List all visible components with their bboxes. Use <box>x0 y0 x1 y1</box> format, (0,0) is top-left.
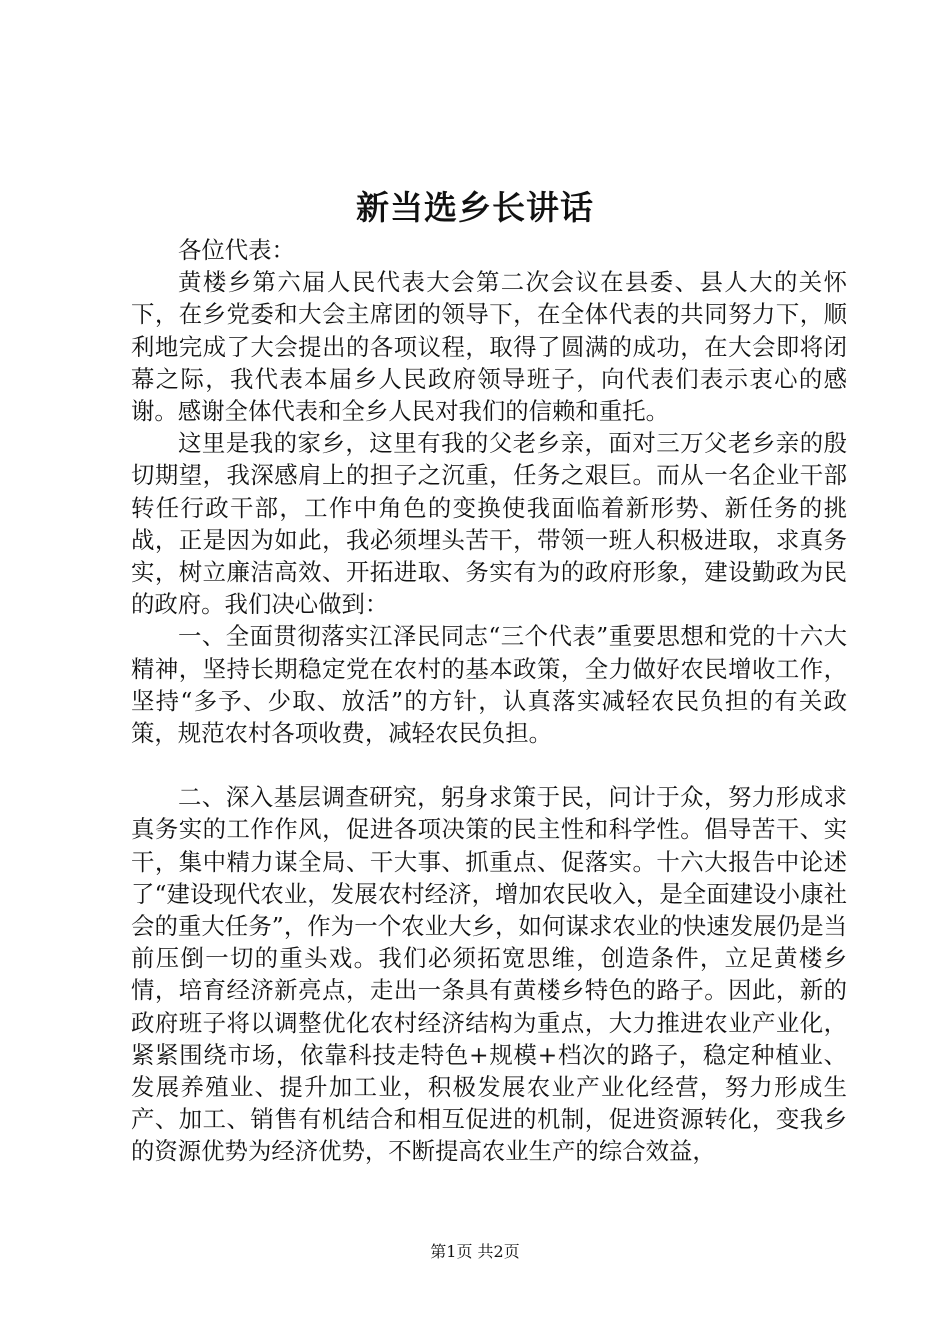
salutation: 各位代表： <box>178 236 295 264</box>
page-footer: 第1页 共2页 <box>430 1242 520 1261</box>
paragraph-1: 黄楼乡第六届人民代表大会第二次会议在县委、县人大的关怀下，在乡党委和大会主席团的领导下，在全体代表的共同努力下，顺利地完成了大会提出的各项议程，取得了圆满的成功，在大会即将闭幕之际，我代表本届乡人民政府领导班子，向代表们表示衷心的感谢。感谢全体代表和全乡人民对我们的信赖和重托。 <box>131 268 847 426</box>
paragraph-4: 二、深入基层调查研究，躬身求策于民，问计于众，努力形成求真务实的工作作风，促进各项决策的民主性和科学性。倡导苦干、实干，集中精力谋全局、干大事、抓重点、促落实。十六大报告中论述了“建设现代农业，发展农村经济，增加农民收入，是全面建设小康社会的重大任务”，作为一个农业大乡，如何谋求农业的快速发展仍是当前压倒一切的重头戏。我们必须拓宽思维，创造条件，立足黄楼乡情，培育经济新亮点，走出一条具有黄楼乡特色的路子。因此，新的政府班子将以调整优化农村经济结构为重点，大力推进农业产业化，紧紧围绕市场，依靠科技走特色+规模+档次的路子，稳定种植业、发展养殖业、提升加工业，积极发展农业产业化经营，努力形成生产、加工、销售有机结合和相互促进的机制，促进资源转化，变我乡的资源优势为经济优势，不断提高农业生产的综合效益， <box>131 783 847 1166</box>
paragraph-3: 一、全面贯彻落实江泽民同志“三个代表”重要思想和党的十六大精神，坚持长期稳定党在农村的基本政策，全力做好农民增收工作，坚持“多予、少取、放活”的方针，认真落实减轻农民负担的有关政策，规范农村各项收费，减轻农民负担。 <box>131 622 847 748</box>
paragraph-2: 这里是我的家乡，这里有我的父老乡亲，面对三万父老乡亲的殷切期望，我深感肩上的担子之沉重，任务之艰巨。而从一名企业干部转任行政干部，工作中角色的变换使我面临着新形势、新任务的挑战，正是因为如此，我必须埋头苦干，带领一班人积极进取，求真务实，树立廉洁高效、开拓进取、务实有为的政府形象，建设勤政为民的政府。我们决心做到： <box>131 429 847 619</box>
document-title: 新当选乡长讲话 <box>356 188 594 227</box>
document-body <box>131 234 847 1168</box>
